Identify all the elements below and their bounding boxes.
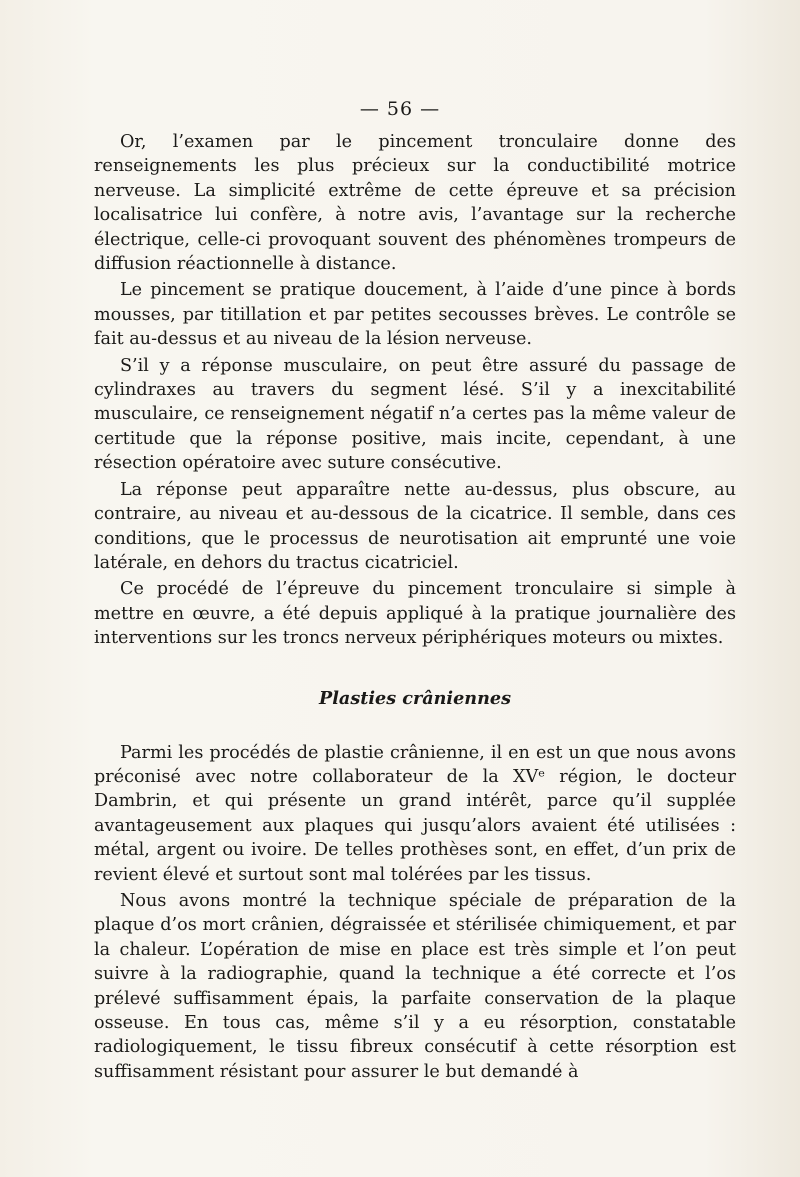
page-content — [94, 130, 736, 1084]
paragraph: Or, l’examen par le pincement tronculaire donne des renseignements les plus précieux sur la conductibilité motrice nerveuse. La simplicité extrême de cette épreuve et sa précision localisatrice lui confère, à notre avis, l’avantage sur la recherche électrique, celle-ci provoquant souvent des phénomènes trompeurs de diffusion réactionnelle à distance. — [94, 132, 736, 275]
section-heading: Plasties crâniennes — [319, 687, 511, 709]
page-number: — 56 — — [359, 98, 441, 120]
paragraph: S’il y a réponse musculaire, on peut être assuré du passage de cylindraxes au travers du segment lésé. S’il y a inexcitabilité musculaire, ce renseignement négatif n’a certes pas la même valeur de certitude que la réponse positive, mais incite, cependant, à une résection opératoire avec suture consécutive. — [94, 355, 736, 474]
paragraph: La réponse peut apparaître nette au-dessus, plus obscure, au contraire, au niveau et au-dessous de la cicatrice. Il semble, dans ces conditions, que le processus de neurotisation ait emprunté une voie latérale, en dehors du tractus cicatriciel. — [94, 479, 736, 573]
paragraph: Ce procédé de l’épreuve du pincement tronculaire si simple à mettre en œuvre, a été depuis appliqué à la pratique journalière des interventions sur les troncs nerveux périphériques moteurs ou mixtes. — [94, 579, 736, 649]
paragraph: Nous avons montré la technique spéciale de préparation de la plaque d’os mort crânien, dégraissée et stérilisée chimiquement, et par la chaleur. L’opération de mise en place est très simple et l’on peut suivre à la radiographie, quand la technique a été correcte et l’os prélevé suffisamment épais, la parfaite conservation de la plaque osseuse. En tous cas, même s’il y a eu résorption, constatable radiologiquement, le tissu fibreux consécutif à cette résorption est suffisamment résistant pour assurer le but demandé à — [94, 890, 736, 1082]
paragraph: Le pincement se pratique doucement, à l’aide d’une pince à bords mousses, par titillation et par petites secousses brèves. Le contrôle se fait au-dessus et au niveau de la lésion nerveuse. — [94, 280, 736, 350]
paragraph: Parmi les procédés de plastie crânienne, il en est un que nous avons préconisé avec notre collaborateur de la XVᵉ région, le docteur Dambrin, et qui présente un grand intérêt, parce qu’il supplée avantageusement aux plaques qui jusqu’alors avaient été utilisées : métal, argent ou ivoire. De telles prothèses sont, en effet, d’un prix de revient élevé et surtout sont mal tolérées par les tissus. — [94, 742, 736, 885]
